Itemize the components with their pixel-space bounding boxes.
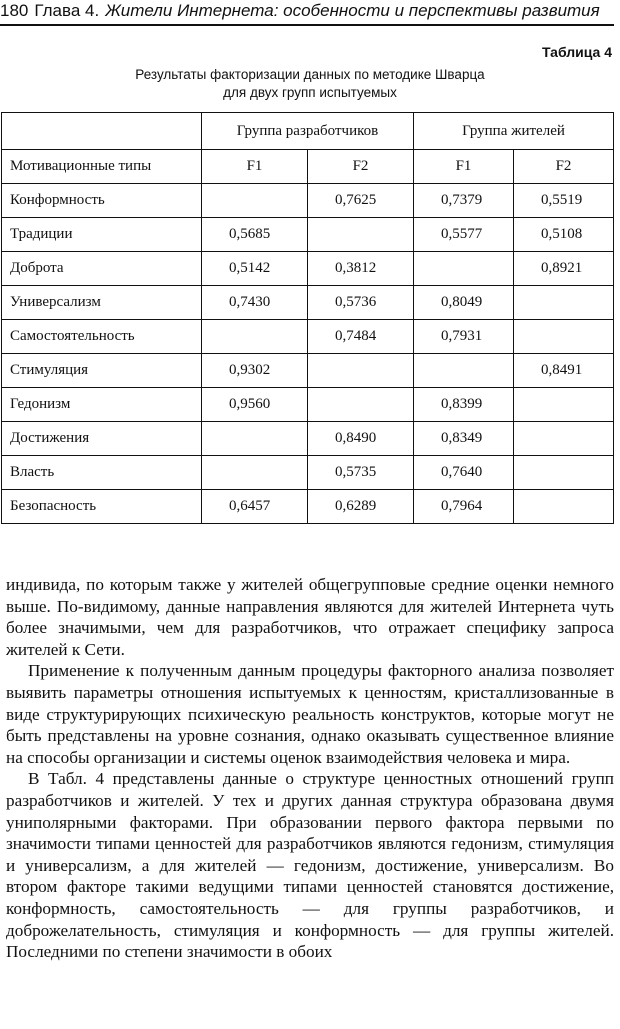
table-caption bbox=[60, 66, 560, 102]
value-cell bbox=[514, 422, 614, 456]
value-cell: 0,6289 bbox=[308, 490, 414, 524]
caption-line: Результаты факторизации данных по методике Шварца bbox=[135, 67, 485, 82]
value-cell: 0,8490 bbox=[308, 422, 414, 456]
factor-table bbox=[1, 112, 614, 524]
value-cell bbox=[202, 422, 308, 456]
value-cell bbox=[414, 252, 514, 286]
value-cell: 0,5108 bbox=[514, 218, 614, 252]
motivation-type-cell: Конформность bbox=[2, 184, 202, 218]
value-cell: 0,5577 bbox=[414, 218, 514, 252]
value-cell bbox=[514, 388, 614, 422]
value-cell: 0,5142 bbox=[202, 252, 308, 286]
value-cell: 0,7430 bbox=[202, 286, 308, 320]
table-row bbox=[2, 456, 614, 490]
value-cell: 0,8491 bbox=[514, 354, 614, 388]
column-header: F1 bbox=[202, 150, 308, 184]
value-cell bbox=[414, 354, 514, 388]
chapter-title: Жители Интернета: особенности и перспективы развития bbox=[105, 1, 600, 20]
value-cell: 0,7379 bbox=[414, 184, 514, 218]
paragraph: индивида, по которым также у жителей общегрупповые средние оценки немного выше. По-видимому, данные направления являются для жителей Интернета чуть более значимыми, чем для разработчиков, что отражает специфику запроса жителей к Сети. bbox=[6, 575, 614, 659]
group-developers-header: Группа разработчиков bbox=[202, 113, 414, 150]
value-cell: 0,8399 bbox=[414, 388, 514, 422]
table-row bbox=[2, 354, 614, 388]
value-cell: 0,8921 bbox=[514, 252, 614, 286]
value-cell: 0,5519 bbox=[514, 184, 614, 218]
table-row bbox=[2, 286, 614, 320]
motivation-type-cell: Стимуляция bbox=[2, 354, 202, 388]
value-cell: 0,9560 bbox=[202, 388, 308, 422]
motivation-type-cell: Безопасность bbox=[2, 490, 202, 524]
value-cell bbox=[514, 490, 614, 524]
motivation-type-cell: Традиции bbox=[2, 218, 202, 252]
value-cell: 0,7484 bbox=[308, 320, 414, 354]
motivation-type-cell: Самостоятельность bbox=[2, 320, 202, 354]
value-cell: 0,5736 bbox=[308, 286, 414, 320]
value-cell: 0,7931 bbox=[414, 320, 514, 354]
paragraph: В Табл. 4 представлены данные о структуре ценностных отношений групп разработчиков и жителей. У тех и других данная структура образована двумя униполярными факторами. При образовании первого фактора первыми по значимости типами ценностей для разработчиков являются гедонизм, стимуляция и универсализм, а для жителей — гедонизм, достижение, универсализм. Во втором факторе такими ведущими типами ценностей становятся достижение, конформность, самостоятельность — для группы разработчиков, и доброжелательность, стимуляция и конформность — для группы жителей. Последними по степени значимости в обоих bbox=[6, 769, 614, 962]
value-cell: 0,7964 bbox=[414, 490, 514, 524]
table-row bbox=[2, 320, 614, 354]
header-rule bbox=[0, 24, 614, 26]
table-row bbox=[2, 218, 614, 252]
empty-corner-cell bbox=[2, 113, 202, 150]
value-cell bbox=[308, 354, 414, 388]
value-cell bbox=[202, 184, 308, 218]
value-cell: 0,8349 bbox=[414, 422, 514, 456]
column-header: F1 bbox=[414, 150, 514, 184]
value-cell bbox=[514, 320, 614, 354]
caption-line: для двух групп испытуемых bbox=[223, 85, 397, 100]
value-cell bbox=[514, 456, 614, 490]
value-cell: 0,5685 bbox=[202, 218, 308, 252]
value-cell: 0,7625 bbox=[308, 184, 414, 218]
column-header: F2 bbox=[514, 150, 614, 184]
table-row bbox=[2, 184, 614, 218]
subheader-row bbox=[2, 150, 614, 184]
value-cell: 0,6457 bbox=[202, 490, 308, 524]
motivation-type-cell: Универсализм bbox=[2, 286, 202, 320]
value-cell: 0,8049 bbox=[414, 286, 514, 320]
group-residents-header: Группа жителей bbox=[414, 113, 614, 150]
chapter-label: Глава 4. bbox=[34, 1, 100, 20]
value-cell bbox=[514, 286, 614, 320]
value-cell: 0,5735 bbox=[308, 456, 414, 490]
table-row bbox=[2, 388, 614, 422]
table-row bbox=[2, 422, 614, 456]
value-cell bbox=[308, 388, 414, 422]
running-header bbox=[0, 0, 614, 22]
body-text bbox=[6, 574, 614, 963]
column-header: F2 bbox=[308, 150, 414, 184]
group-header-row bbox=[2, 113, 614, 150]
column-header: Мотивационные типы bbox=[2, 150, 202, 184]
value-cell bbox=[202, 456, 308, 490]
page-number: 180 bbox=[0, 1, 29, 20]
motivation-type-cell: Достижения bbox=[2, 422, 202, 456]
motivation-type-cell: Власть bbox=[2, 456, 202, 490]
motivation-type-cell: Доброта bbox=[2, 252, 202, 286]
value-cell bbox=[308, 218, 414, 252]
table-label: Таблица 4 bbox=[541, 44, 612, 60]
motivation-type-cell: Гедонизм bbox=[2, 388, 202, 422]
value-cell bbox=[202, 320, 308, 354]
value-cell: 0,3812 bbox=[308, 252, 414, 286]
value-cell: 0,7640 bbox=[414, 456, 514, 490]
table-row bbox=[2, 490, 614, 524]
value-cell: 0,9302 bbox=[202, 354, 308, 388]
table-row bbox=[2, 252, 614, 286]
paragraph: Применение к полученным данным процедуры факторного анализа позволяет выявить параметры отношения испытуемых к ценностям, кристаллизованные в виде структурирующих психическую реальность конструктов, которые могут не быть представлены на уровне сознания, однако оказывать существенное влияние на способы организации и системы оценок взаимодействия человека и мира. bbox=[6, 661, 614, 767]
